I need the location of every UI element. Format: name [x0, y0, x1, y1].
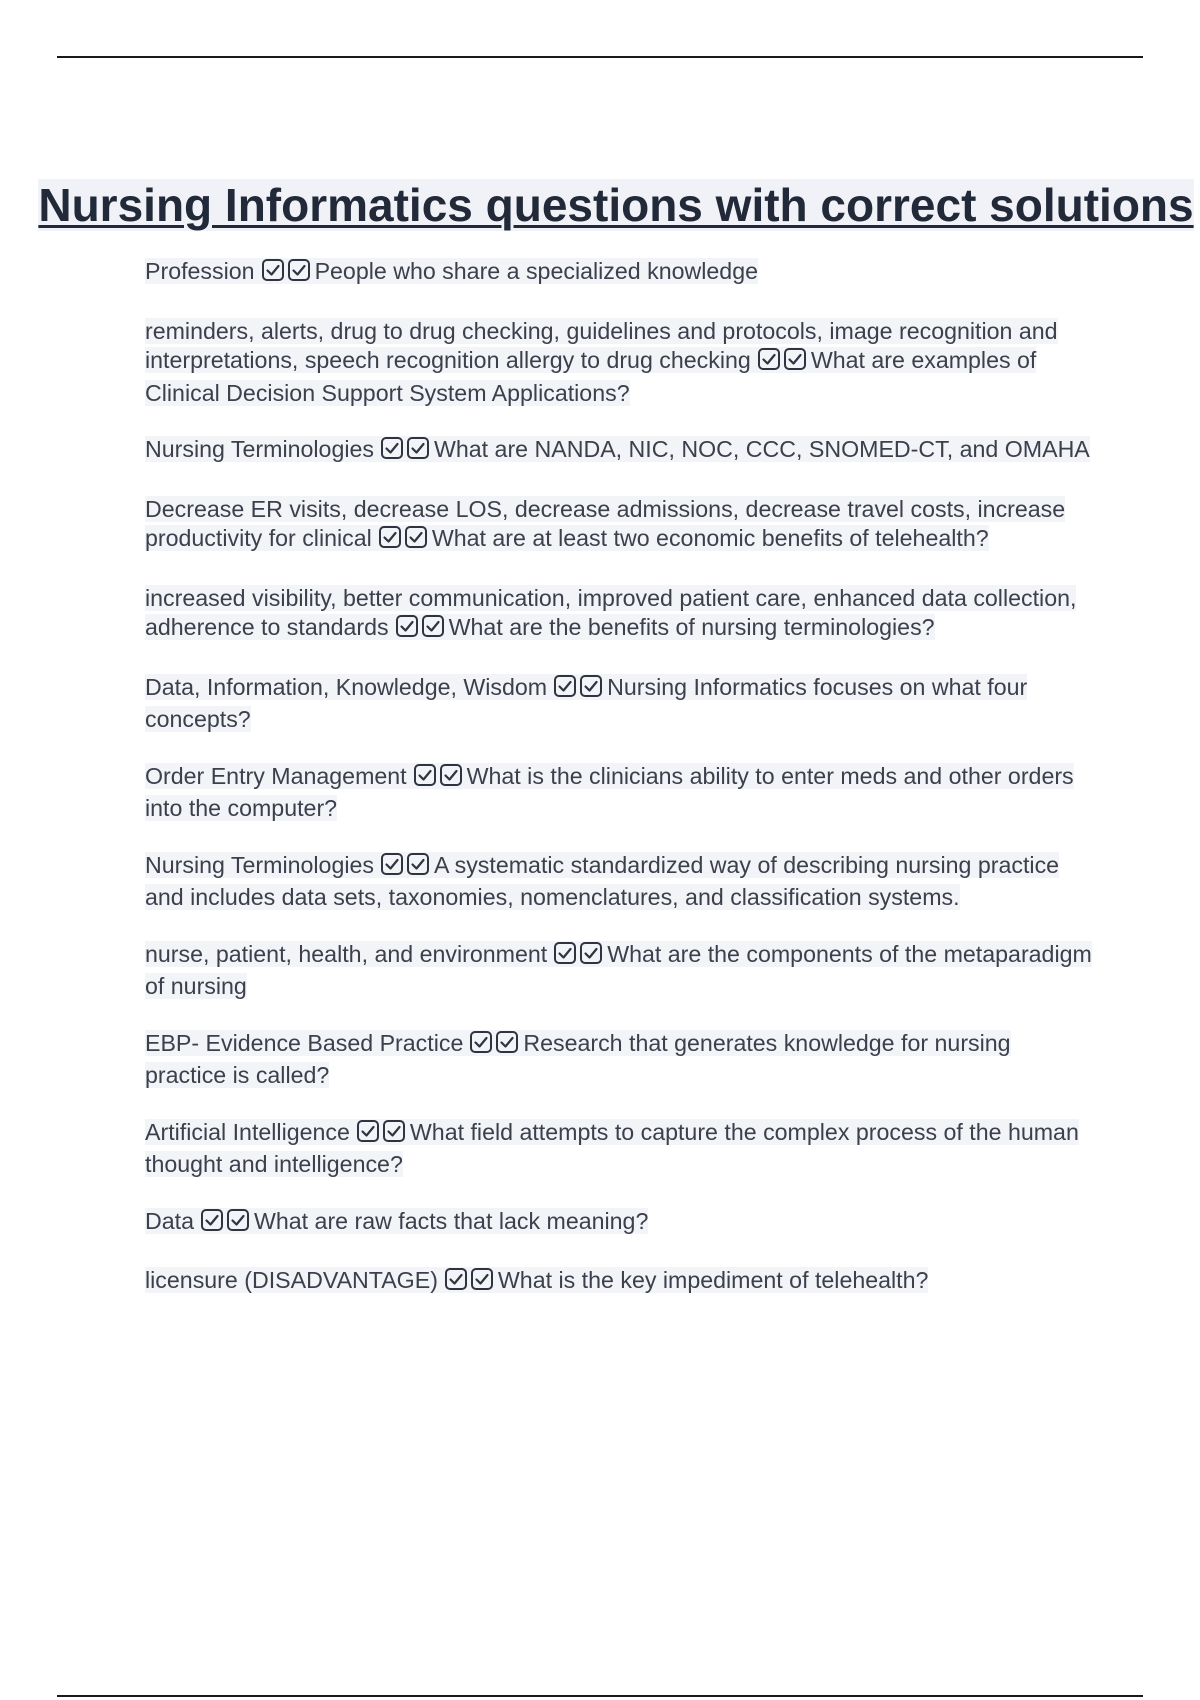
qa-item	[145, 1266, 1095, 1299]
qa-item	[145, 940, 1095, 1002]
check-box-icon	[356, 1119, 380, 1143]
question-text: What are NANDA, NIC, NOC, CCC, SNOMED-CT, and OMAHA	[433, 436, 1090, 462]
answer-text: Data, Information, Knowledge, Wisdom	[145, 673, 548, 700]
answer-text: Profession	[145, 258, 255, 284]
check-box-icon	[421, 614, 445, 638]
check-box-icon	[470, 1267, 494, 1291]
qa-item	[145, 584, 1095, 646]
check-box-icon	[413, 763, 437, 787]
qa-item	[145, 851, 1095, 913]
check-box-icon	[469, 1030, 493, 1054]
check-box-icon	[200, 1208, 224, 1232]
check-box-icon	[783, 347, 807, 371]
question-text: Research that generates knowledge for nursing practice is called?	[145, 1029, 1011, 1088]
qa-item	[145, 317, 1095, 409]
check-box-icon	[382, 1119, 406, 1143]
check-box-icon	[404, 525, 428, 549]
answer-text: Decrease ER visits, decrease LOS, decrease admissions, decrease travel costs, increase productivity for clinical	[145, 495, 1066, 551]
answer-text: EBP- Evidence Based Practice	[145, 1029, 464, 1056]
top-rule	[57, 56, 1143, 58]
check-box-icon	[553, 674, 577, 698]
question-text: Nursing Informatics focuses on what four concepts?	[145, 673, 1028, 732]
qa-list	[145, 257, 1095, 1326]
question-text: What field attempts to capture the complex process of the human thought and intelligence?	[145, 1118, 1079, 1177]
question-text: What are raw facts that lack meaning?	[253, 1207, 649, 1234]
check-box-icon	[287, 258, 311, 282]
qa-item	[145, 1207, 1095, 1240]
check-box-icon	[495, 1030, 519, 1054]
answer-text: increased visibility, better communication, improved patient care, enhanced data collection, adherence to standards	[145, 584, 1077, 640]
question-text: What is the key impediment of telehealth?	[497, 1267, 929, 1293]
question-text: What are examples of Clinical Decision Support System Applications?	[145, 347, 1037, 406]
question-text: What is the clinicians ability to enter meds and other orders into the computer?	[145, 762, 1074, 821]
bottom-rule	[57, 1695, 1143, 1697]
check-box-icon	[378, 525, 402, 549]
answer-text: nurse, patient, health, and environment	[145, 940, 548, 967]
check-box-icon	[439, 763, 463, 787]
check-box-icon	[553, 941, 577, 965]
check-box-icon	[757, 347, 781, 371]
answer-text: Data	[145, 1207, 194, 1234]
check-box-icon	[226, 1208, 250, 1232]
qa-item	[145, 495, 1095, 557]
qa-item	[145, 1118, 1095, 1180]
answer-text: reminders, alerts, drug to drug checking, guidelines and protocols, image recognition and interpretations, speech recognition allergy to drug checking	[145, 317, 1058, 373]
check-box-icon	[395, 614, 419, 638]
qa-item	[145, 1029, 1095, 1091]
qa-item	[145, 257, 1095, 290]
page-title: Nursing Informatics questions with correct solutions	[38, 178, 1194, 231]
check-box-icon	[406, 436, 430, 460]
qa-item	[145, 435, 1095, 468]
check-box-icon	[579, 941, 603, 965]
question-text: A systematic standardized way of describing nursing practice and includes data sets, taxonomies, nomenclatures, and classification systems.	[145, 851, 1060, 910]
answer-text: Artificial Intelligence	[145, 1118, 350, 1145]
question-text: What are the benefits of nursing terminologies?	[448, 614, 935, 640]
check-box-icon	[406, 852, 430, 876]
check-box-icon	[380, 436, 404, 460]
answer-text: licensure (DISADVANTAGE)	[145, 1267, 438, 1293]
qa-item	[145, 673, 1095, 735]
question-text: People who share a specialized knowledge	[314, 258, 758, 284]
answer-text: Nursing Terminologies	[145, 851, 374, 878]
qa-item	[145, 762, 1095, 824]
question-text: What are the components of the metaparadigm of nursing	[145, 940, 1092, 999]
check-box-icon	[261, 258, 285, 282]
check-box-icon	[579, 674, 603, 698]
answer-text: Nursing Terminologies	[145, 436, 374, 462]
check-box-icon	[444, 1267, 468, 1291]
answer-text: Order Entry Management	[145, 762, 407, 789]
check-box-icon	[380, 852, 404, 876]
question-text: What are at least two economic benefits of telehealth?	[431, 525, 989, 551]
